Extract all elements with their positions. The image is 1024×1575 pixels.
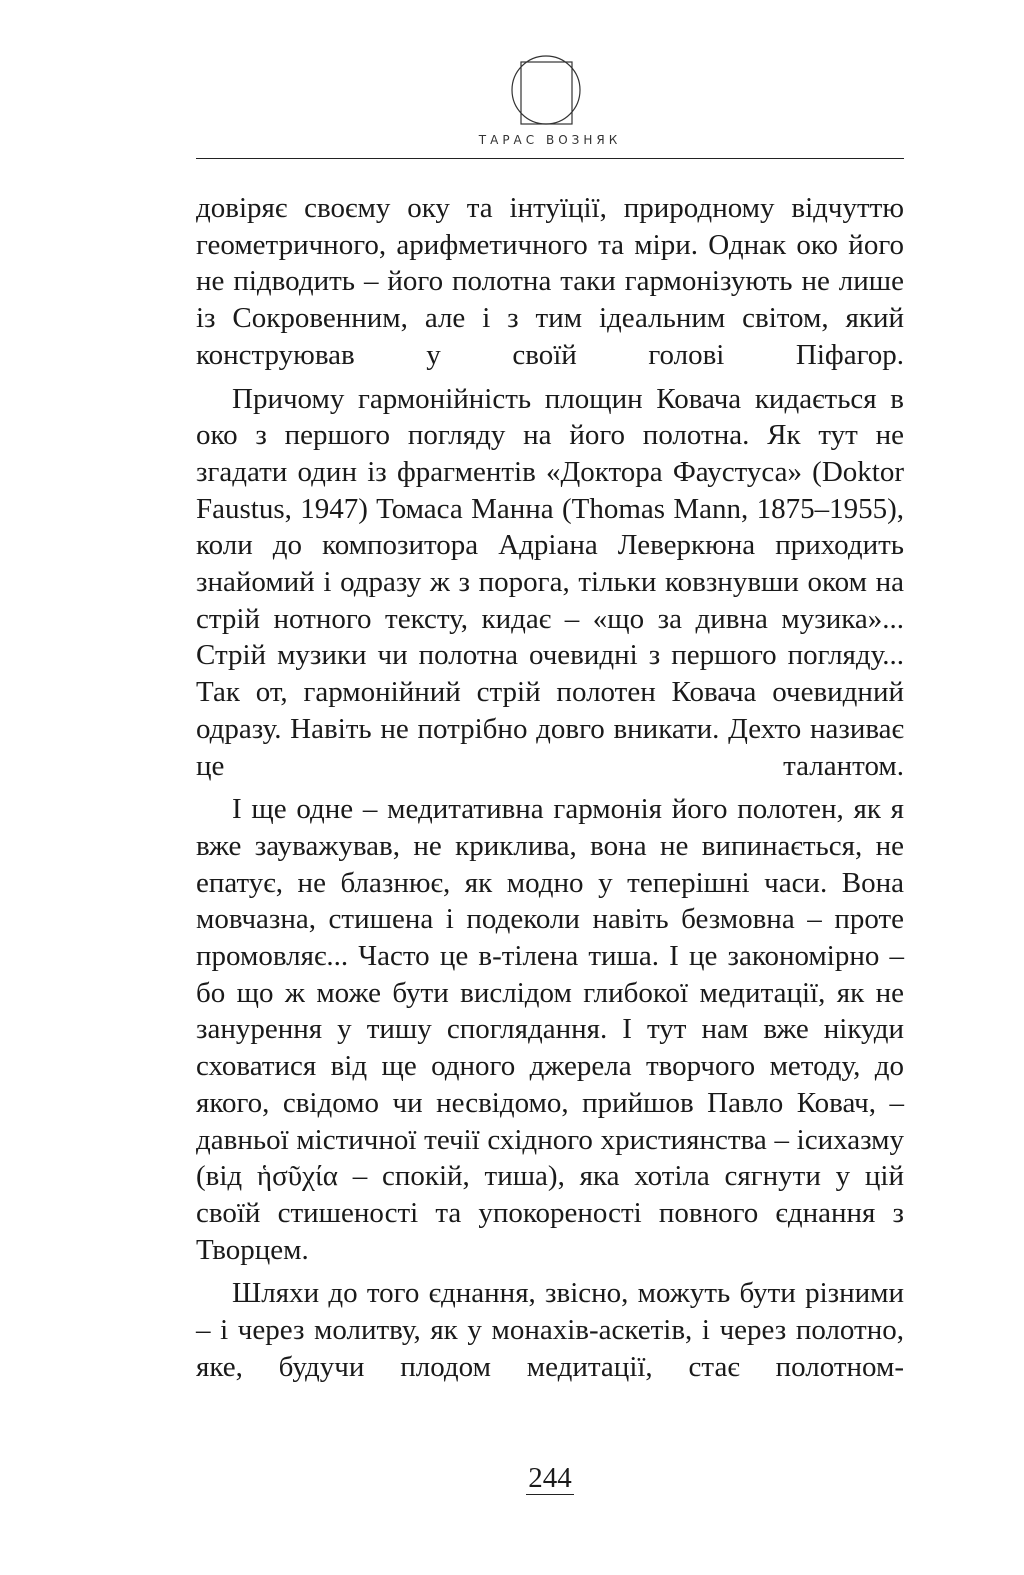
paragraph: Шляхи до того єднання, звісно, можуть бути різними – і через молитву, як у монахів-аскетів, і через полотно, яке, будучи плодом медитації, стає полотном-	[196, 1277, 904, 1383]
header-rule	[196, 158, 904, 159]
page-number	[196, 1462, 904, 1494]
main-text	[196, 190, 904, 1393]
page-number-value: 244	[528, 1462, 572, 1494]
running-head: ТАРАС ВОЗНЯК	[478, 133, 622, 147]
circle-square-emblem-icon	[510, 48, 582, 128]
paragraph: довіряє своєму оку та інтуїції, природному відчуттю геометричного, арифметичного та міри. Однак око його не підводить – його полотна таки гармонізують не лише із Сокровенним, але і з тим ідеальним світом, який конструював у своїй голові Піфагор.	[196, 192, 904, 371]
paragraph: І ще одне – медитативна гармонія його полотен, як я вже зауважував, не криклива, вона не випинається, не епатує, не блазнює, як модно у теперішні часи. Вона мовчазна, стишена і подеколи навіть безмовна – проте промовляє... Часто це в-тілена тиша. І це закономірно – бо що ж може бути вислідом глибокої медитації, як не занурення у тишу споглядання. І тут нам вже нікуди сховатися від ще одного джерела творчого методу, до якого, свідомо чи несвідомо, прийшов Павло Ковач, – давньої містичної течії східного християнства – ісихазму (від ἡσῦχία – спокій, тиша), яка хотіла сягнути у цій своїй стишеності та упокореності повного єднання з Творцем.	[196, 793, 904, 1266]
paragraph: Причому гармонійність площин Ковача кидається в око з першого погляду на його полотна. Як тут не згадати один із фрагментів «Доктора Фаустуса» (Doktor Faustus, 1947) Томаса Манна (Thomas Mann, 1875–1955), коли до композитора Адріана Леверкюна приходить знайомий і одразу ж з порога, тільки ковзнувши оком на стрій нотного тексту, кидає – «що за дивна музика»... Стрій музики чи полотна очевидні з першого погляду... Так от, гармонійний стрій полотен Ковача очевидний одразу. Навіть не потрібно довго вникати. Дехто називає це талантом.	[196, 382, 904, 782]
